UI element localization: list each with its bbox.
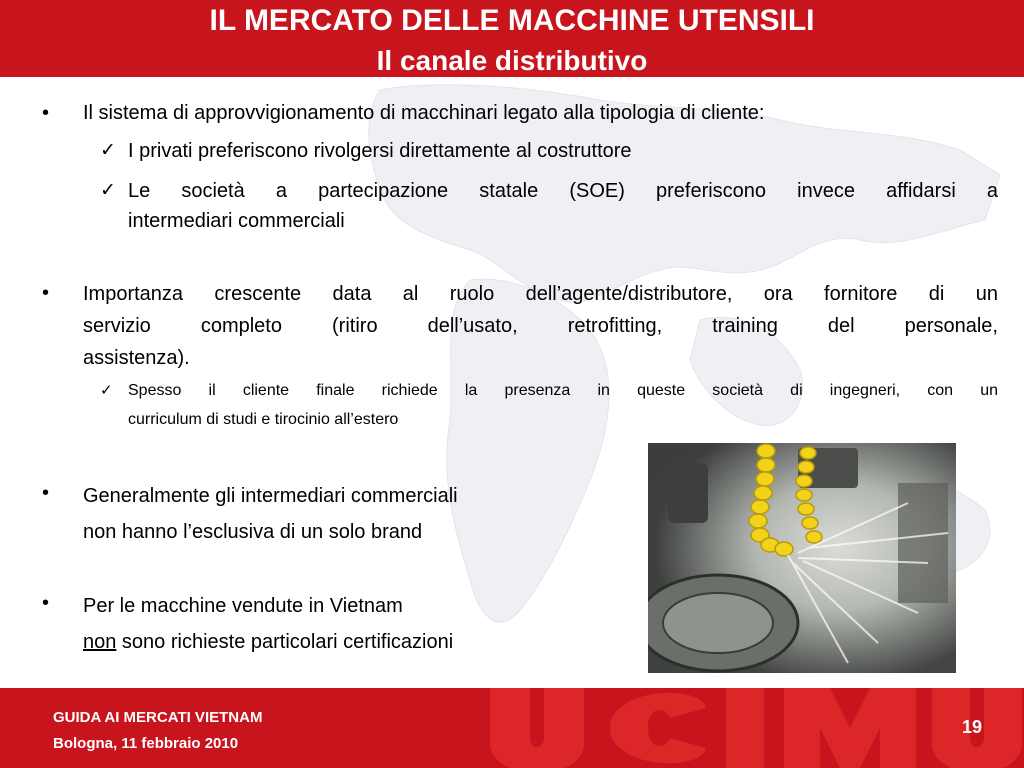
machining-coolant-photo (648, 443, 956, 673)
page-number: 19 (962, 717, 983, 737)
check-1-2-text: Le società a partecipazione statale (SOE) preferiscono invece affidarsi a intermediari commerciali (128, 180, 998, 232)
bullet-2-text: Importanza crescente data al ruolo dell’agente/distributore, ora fornitore di un servizio completo (ritiro dell’usato, retrofitting, training del personale, assistenza). (83, 283, 998, 369)
bullet-dot: • (42, 592, 50, 614)
bullet-dot: • (42, 102, 50, 124)
bullet-3-text: Generalmente gli intermediari commerciali non hanno l’esclusiva di un solo brand (83, 485, 458, 543)
bullet-4-text: Per le macchine vendute in Vietnam non sono richieste particolari certificazioni (83, 595, 454, 653)
ucimu-logo-watermark (470, 688, 1024, 768)
checkmark-icon: ✓ (100, 180, 116, 201)
checkmark-icon: ✓ (100, 382, 113, 399)
slide-title: IL MERCATO DELLE MACCHINE UTENSILI (209, 4, 815, 37)
underlined-non: non (83, 631, 117, 653)
footer-place-date: Bologna, 11 febbraio 2010 (53, 735, 239, 752)
bullet-dot: • (42, 282, 50, 304)
footer-guide-title: GUIDA AI MERCATI VIETNAM (53, 709, 263, 726)
bullet-1-text: Il sistema di approvvigionamento di macchinari legato alla tipologia di cliente: (83, 102, 765, 124)
bullet-dot: • (42, 482, 50, 504)
checkmark-icon: ✓ (100, 140, 116, 161)
slide-subtitle: Il canale distributivo (376, 45, 648, 76)
check-2-1-text: Spesso il cliente finale richiede la presenza in queste società di ingegneri, con un curriculum di studi e tirocinio all’estero (128, 382, 998, 428)
slide-footer (0, 688, 1024, 768)
slide-header (0, 0, 1024, 80)
check-1-1-text: I privati preferiscono rivolgersi direttamente al costruttore (128, 140, 632, 162)
